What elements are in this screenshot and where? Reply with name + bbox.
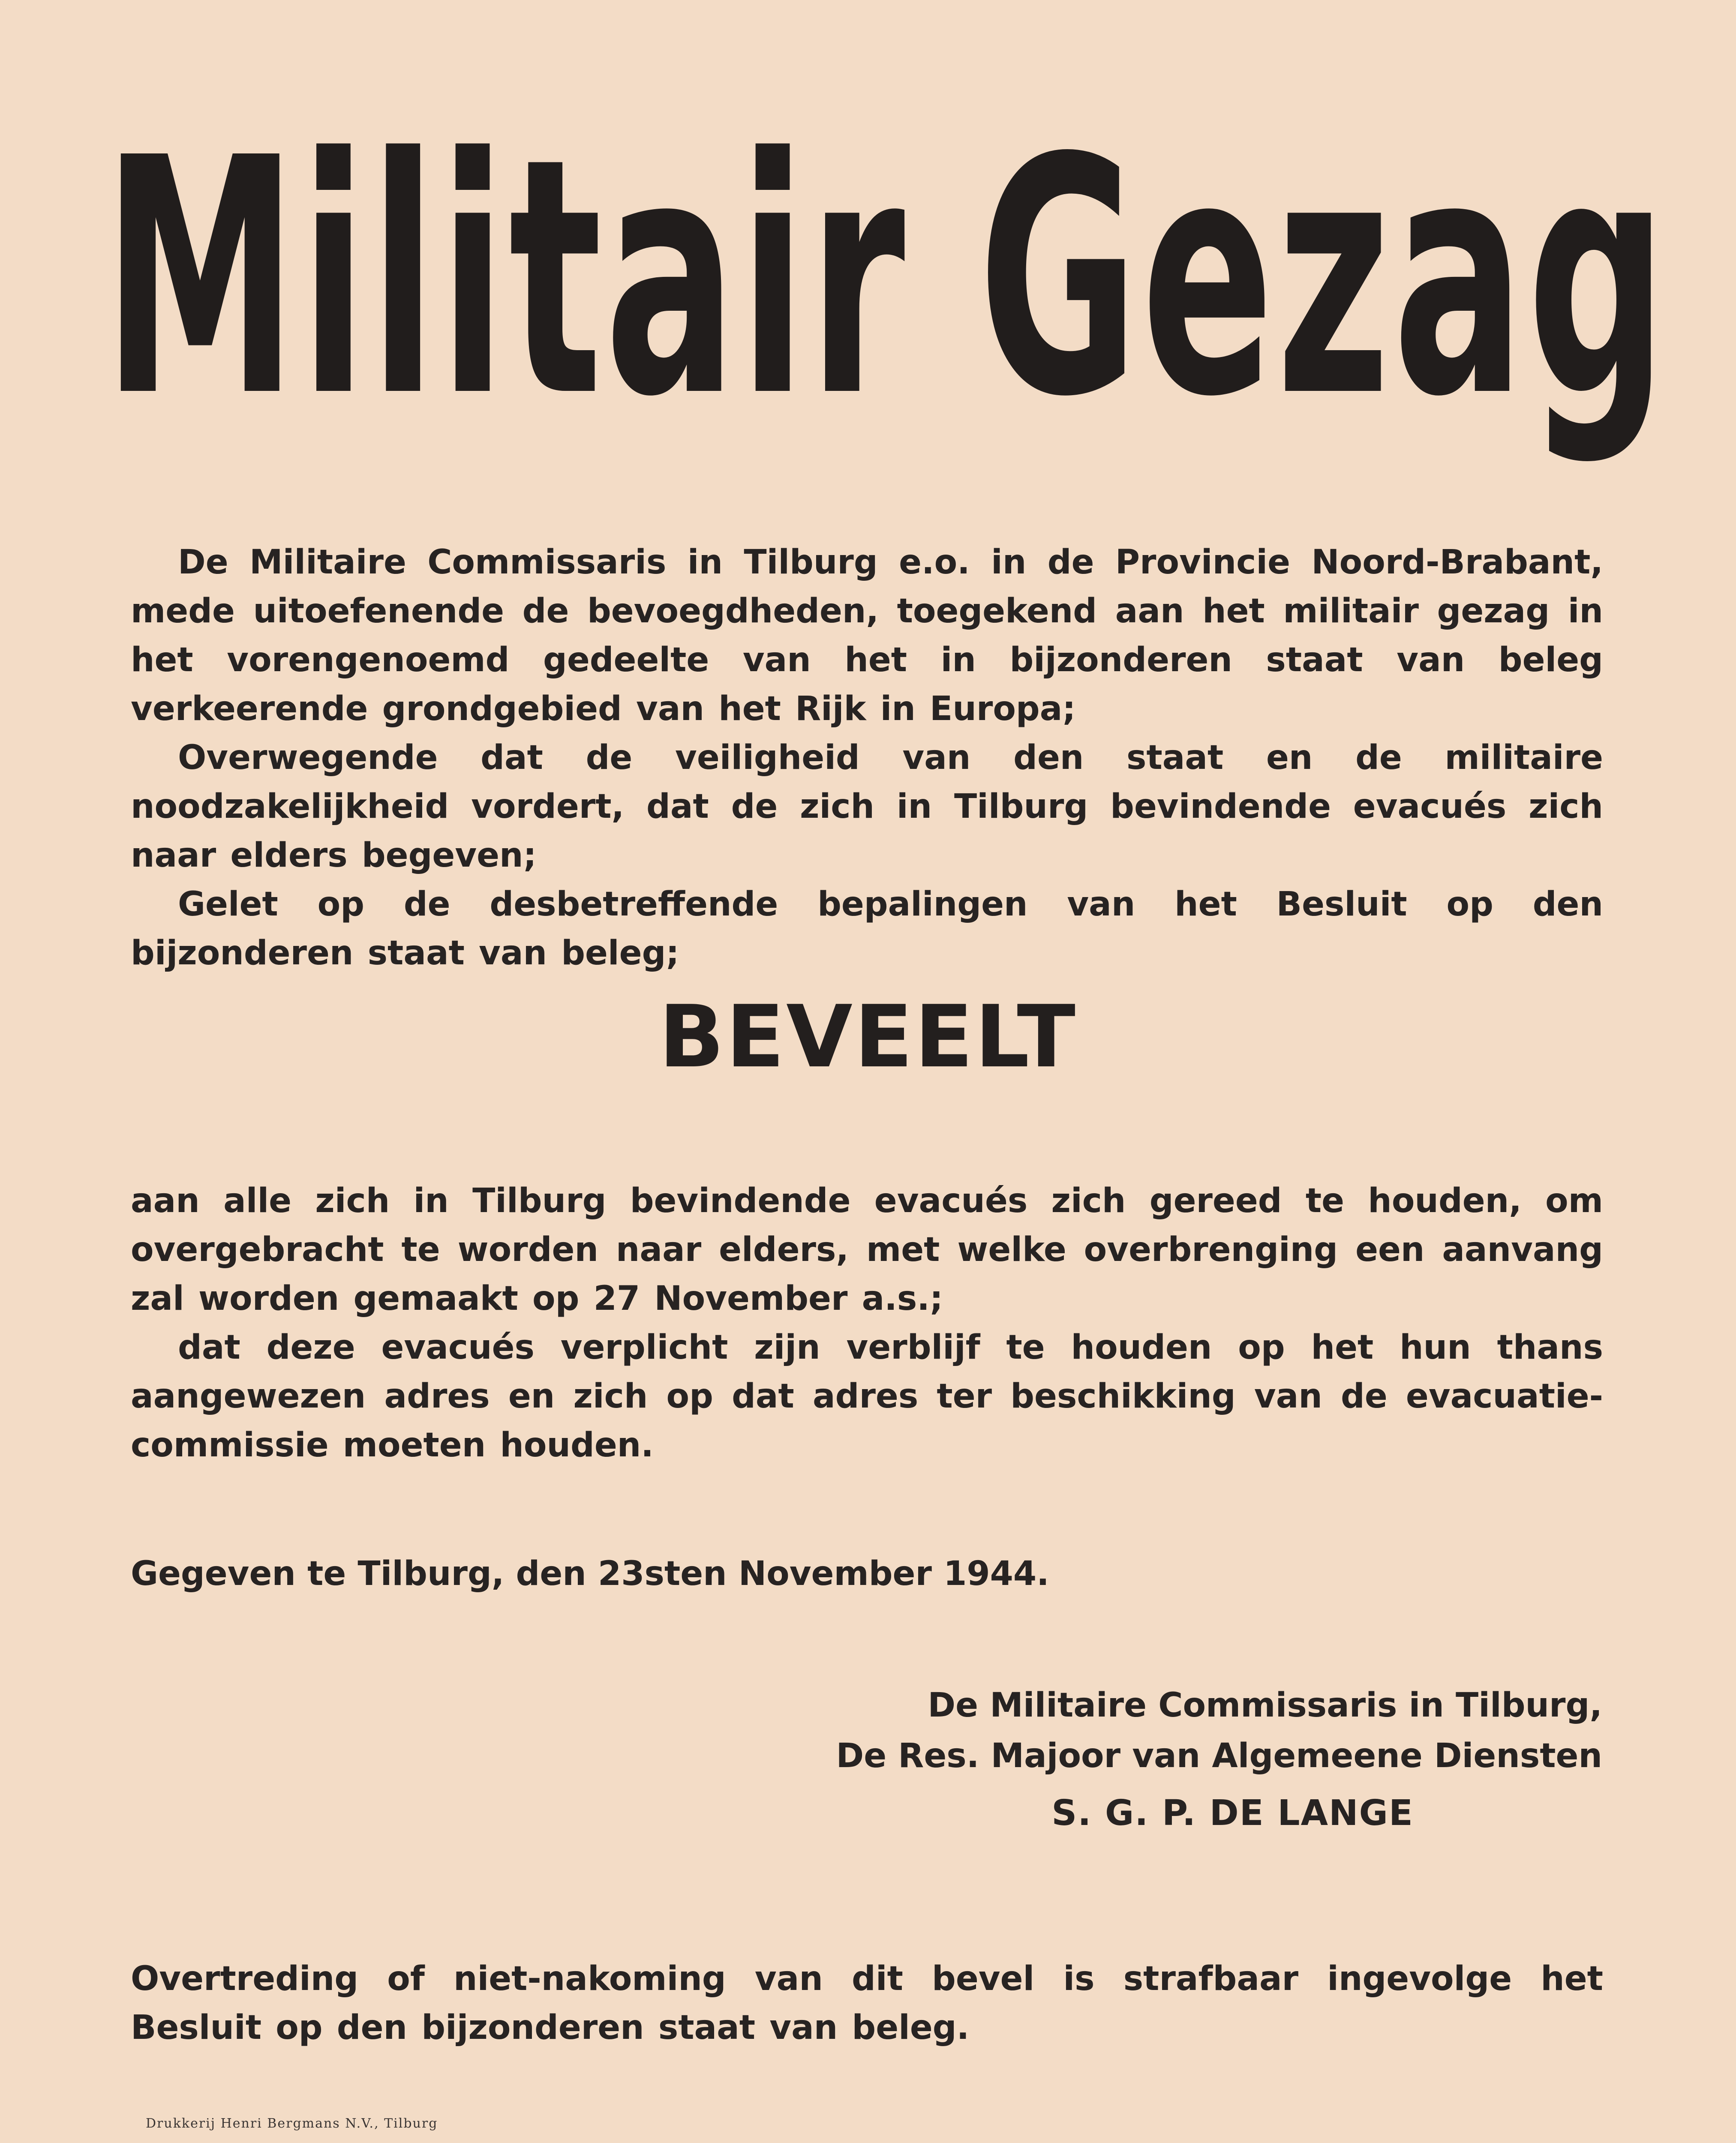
order-paragraph-residence: dat deze evacués verplicht zijn verblijf te houden op het hun thans aangewezen adres en zich op dat adres ter beschikking van de evacuatie-commissie moeten houden. bbox=[131, 1328, 1603, 1465]
orders-section bbox=[131, 1177, 1603, 1470]
preamble-section bbox=[131, 538, 1603, 978]
penalty-section bbox=[131, 1954, 1603, 2052]
signature-name: S. G. P. DE LANGE bbox=[1051, 1793, 1414, 1834]
order-paragraph-prepare: aan alle zich in Tilburg bevindende evacués zich gereed te houden, om overgebracht te worden naar elders, met welke overbrenging een aanvang zal worden gemaakt op 27 November a.s.; bbox=[131, 1182, 1603, 1318]
preamble-paragraph-considering: Overwegende dat de veiligheid van den staat en de militaire noodzakelijkheid vordert, dat de zich in Tilburg bevindende evacués zich naar elders begeven; bbox=[131, 738, 1603, 875]
penalty-notice: Overtreding of niet-nakoming van dit bevel is strafbaar ingevolge het Besluit op den bijzonderen staat van beleg. bbox=[131, 1960, 1603, 2047]
signature-block bbox=[745, 1680, 1602, 1846]
dateline: Gegeven te Tilburg, den 23sten November 1944. bbox=[131, 1555, 1049, 1593]
poster-title: Militair Gezag bbox=[103, 89, 1670, 468]
preamble-paragraph-regarding: Gelet op de desbetreffende bepalingen van het Besluit op den bijzonderen staat van beleg; bbox=[131, 885, 1603, 972]
signature-title-rank: De Res. Majoor van Algemeene Diensten bbox=[836, 1737, 1602, 1775]
command-heading: BEVEELT bbox=[659, 987, 1077, 1087]
printer-imprint: Drukkerij Henri Bergmans N.V., Tilburg bbox=[146, 2116, 438, 2131]
preamble-paragraph-authority: De Militaire Commissaris in Tilburg e.o. in de Provincie Noord-Brabant, mede uitoefenende de bevoegdheden, toegekend aan het militair gezag in het vorengenoemd gedeelte van het in bijzonderen staat van beleg verkeerende grondgebied van het Rijk in Europa; bbox=[131, 543, 1603, 728]
signature-title-commissioner: De Militaire Commissaris in Tilburg, bbox=[928, 1686, 1602, 1725]
